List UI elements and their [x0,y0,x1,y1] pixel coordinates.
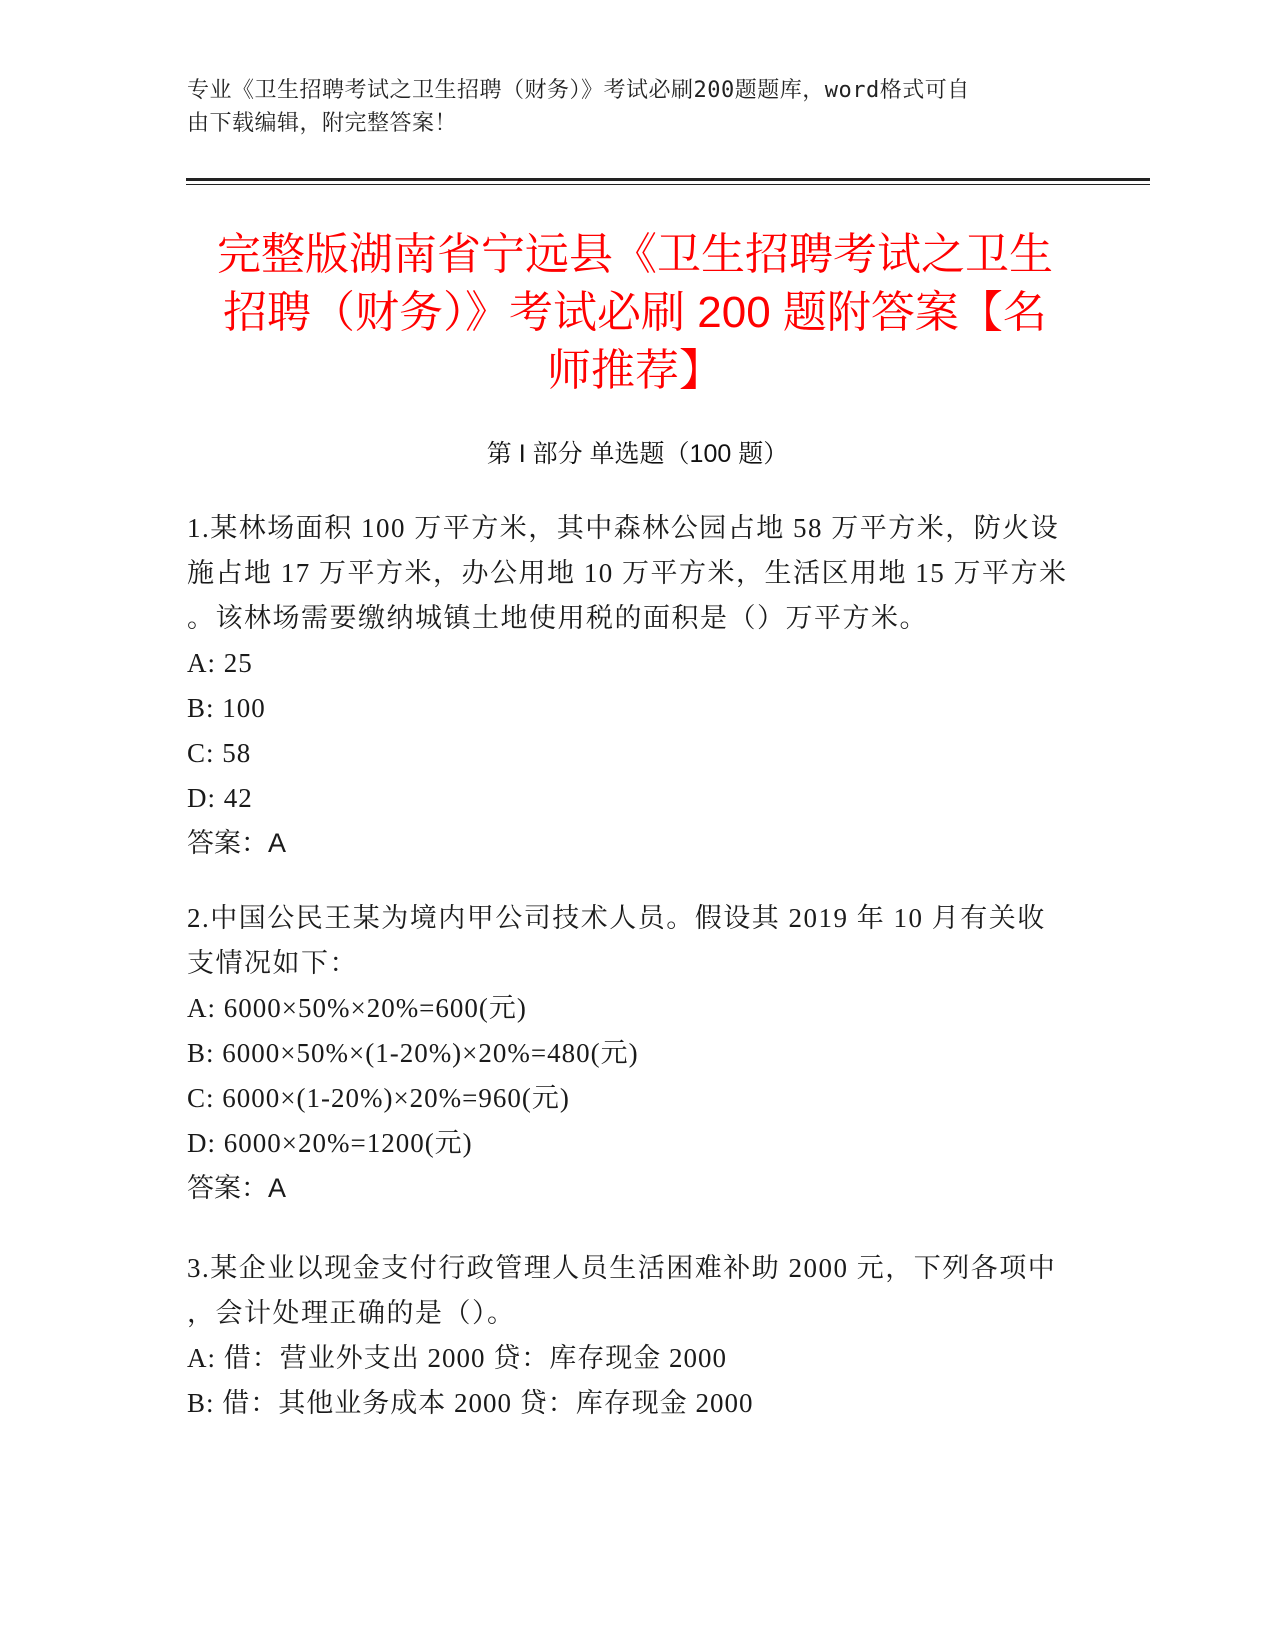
stem-line: 2.中国公民王某为境内甲公司技术人员。假设其 2019 年 10 月有关收 [187,903,1046,933]
stem-line: 3.某企业以现金支付行政管理人员生活困难补助 2000 元，下列各项中 [187,1253,1057,1283]
title-line: 完整版湖南省宁远县《卫生招聘考试之卫生 [217,230,1053,279]
option-a: A: 6000×50%×20%=600(元) [187,993,527,1023]
header-note-line: 专业《卫生招聘考试之卫生招聘（财务）》考试必刷200题题库，word格式可自 [187,78,970,103]
stem-line: ，会计处理正确的是（）。 [187,1298,516,1328]
header-divider-thick [186,178,1150,181]
title-line: 师推荐】 [547,346,723,395]
stem-line: 1.某林场面积 100 万平方米，其中森林公园占地 58 万平方米，防火设 [187,513,1060,543]
question-stem [187,896,1087,986]
answer: 答案：A [187,1173,287,1203]
option-a: A: 25 [187,648,253,678]
option-d: D: 6000×20%=1200(元) [187,1128,473,1158]
question-stem [187,506,1087,641]
option-b: B: 借：其他业务成本 2000 贷：库存现金 2000 [187,1388,754,1418]
option-d: D: 42 [187,783,253,813]
question-2 [187,896,1087,1211]
stem-line: 施占地 17 万平方米，办公用地 10 万平方米，生活区用地 15 万平方米 [187,558,1068,588]
section-heading: 第 I 部分 单选题（100 题） [486,440,789,468]
option-c: C: 58 [187,738,252,768]
answer: 答案：A [187,828,287,858]
option-c: C: 6000×(1-20%)×20%=960(元) [187,1083,570,1113]
option-b: B: 6000×50%×(1-20%)×20%=480(元) [187,1038,639,1068]
header-note [187,74,1067,140]
question-3 [187,1246,1087,1426]
header-note-line: 由下载编辑，附完整答案！ [187,111,458,136]
header-divider-thin [186,184,1150,185]
stem-line: 支情况如下： [187,948,358,978]
question-stem [187,1246,1087,1336]
question-1 [187,506,1087,866]
title-line: 招聘（财务）》考试必刷 200 题附答案【名 [223,288,1047,337]
option-a: A: 借：营业外支出 2000 贷：库存现金 2000 [187,1343,727,1373]
option-b: B: 100 [187,693,266,723]
stem-line: 。该林场需要缴纳城镇土地使用税的面积是（）万平方米。 [187,603,928,633]
document-title [190,226,1080,400]
